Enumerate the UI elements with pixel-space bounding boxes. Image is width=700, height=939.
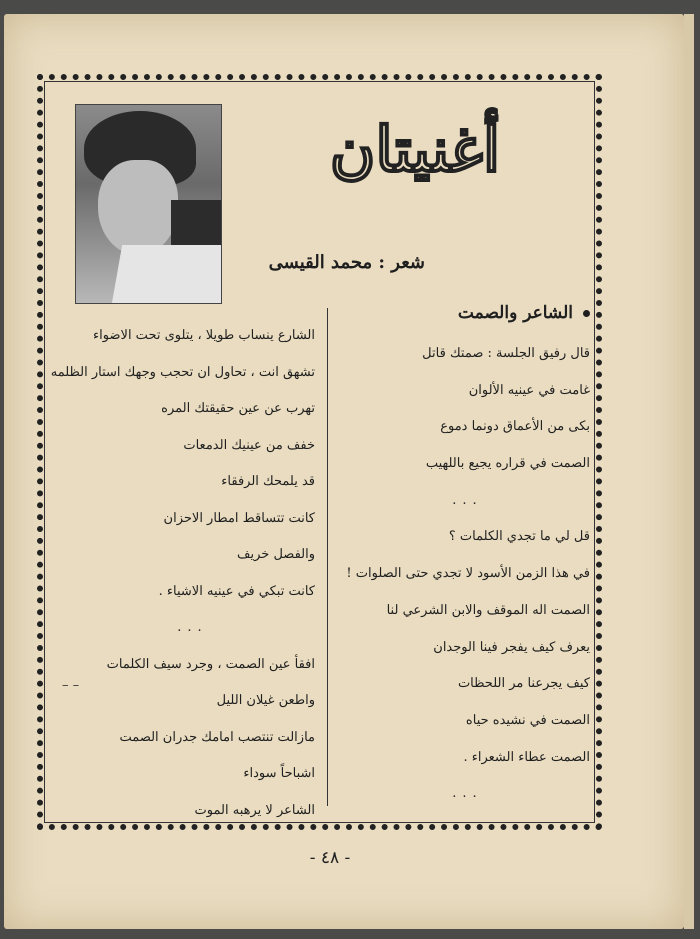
left-column xyxy=(50,318,315,829)
section-title: الشاعر والصمت xyxy=(345,300,590,326)
poem-line: الصمت اله الموقف والابن الشرعي لنا xyxy=(386,602,590,618)
poem-line: تشهق انت ، تحاول ان تحجب وجهك استار الظلمه xyxy=(50,364,315,380)
poem-line: في هذا الزمن الأسود لا تجدي حتى الصلوات ! xyxy=(346,566,590,582)
poem-line: اشباحاً سوداء xyxy=(243,766,315,781)
page-number: - ٤٨ - xyxy=(309,848,351,868)
poem-line: مازالت تنتصب امامك جدران الصمت xyxy=(119,729,315,745)
poem-line: قد يلمحك الرفقاء xyxy=(221,474,315,489)
poem-line: الصمت في نشيده حياه xyxy=(465,712,590,728)
right-column xyxy=(345,300,590,813)
poet-byline: شعر : محمد القيسى xyxy=(268,252,425,273)
stanza-break: ... xyxy=(452,492,483,508)
page-title: أغنيتان xyxy=(329,113,501,186)
poem-line: الشاعر لا يرهبه الموت xyxy=(194,802,315,818)
poem-line: كانت تتساقط امطار الاحزان xyxy=(163,510,315,526)
poem-line: الشارع ينساب طويلا ، يتلوى تحت الاضواء xyxy=(93,328,315,343)
column-divider xyxy=(327,308,328,806)
margin-mark: – – xyxy=(62,678,80,693)
poem-line: الصمت عطاء الشعراء . xyxy=(463,749,590,765)
poem-line: والفصل خريف xyxy=(237,547,315,562)
poem-line: الصمت في قراره يجيع باللهيب xyxy=(425,456,590,472)
poem-line: افقأ عين الصمت ، وجرد سيف الكلمات xyxy=(106,656,315,672)
stanza-break: ... xyxy=(452,786,483,802)
stanza-break: ... xyxy=(177,620,208,635)
poem-line: كيف يجرعنا مر اللحظات xyxy=(457,676,590,692)
poem-line: واطعن غيلان الليل xyxy=(216,693,315,708)
poem-line: خفف من عينيك الدمعات xyxy=(183,437,315,453)
poem-line: غامت في عينيه الألوان xyxy=(468,382,590,398)
page-edge xyxy=(684,14,694,929)
bullet-icon xyxy=(583,310,590,317)
poet-photo xyxy=(75,104,222,304)
poem-line: كانت تبكي في عينيه الاشياء . xyxy=(158,583,315,599)
poem-line: قال رفيق الجلسة : صمتك قاتل xyxy=(422,346,590,361)
poem-line: يعرف كيف يفجر فينا الوجدان xyxy=(433,639,590,655)
poem-line: تهرب عن عين حقيقتك المره xyxy=(161,401,315,416)
poem-line: بكى من الأعماق دونما دموع xyxy=(440,419,590,435)
poem-line: قل لي ما تجدي الكلمات ؟ xyxy=(448,529,590,545)
